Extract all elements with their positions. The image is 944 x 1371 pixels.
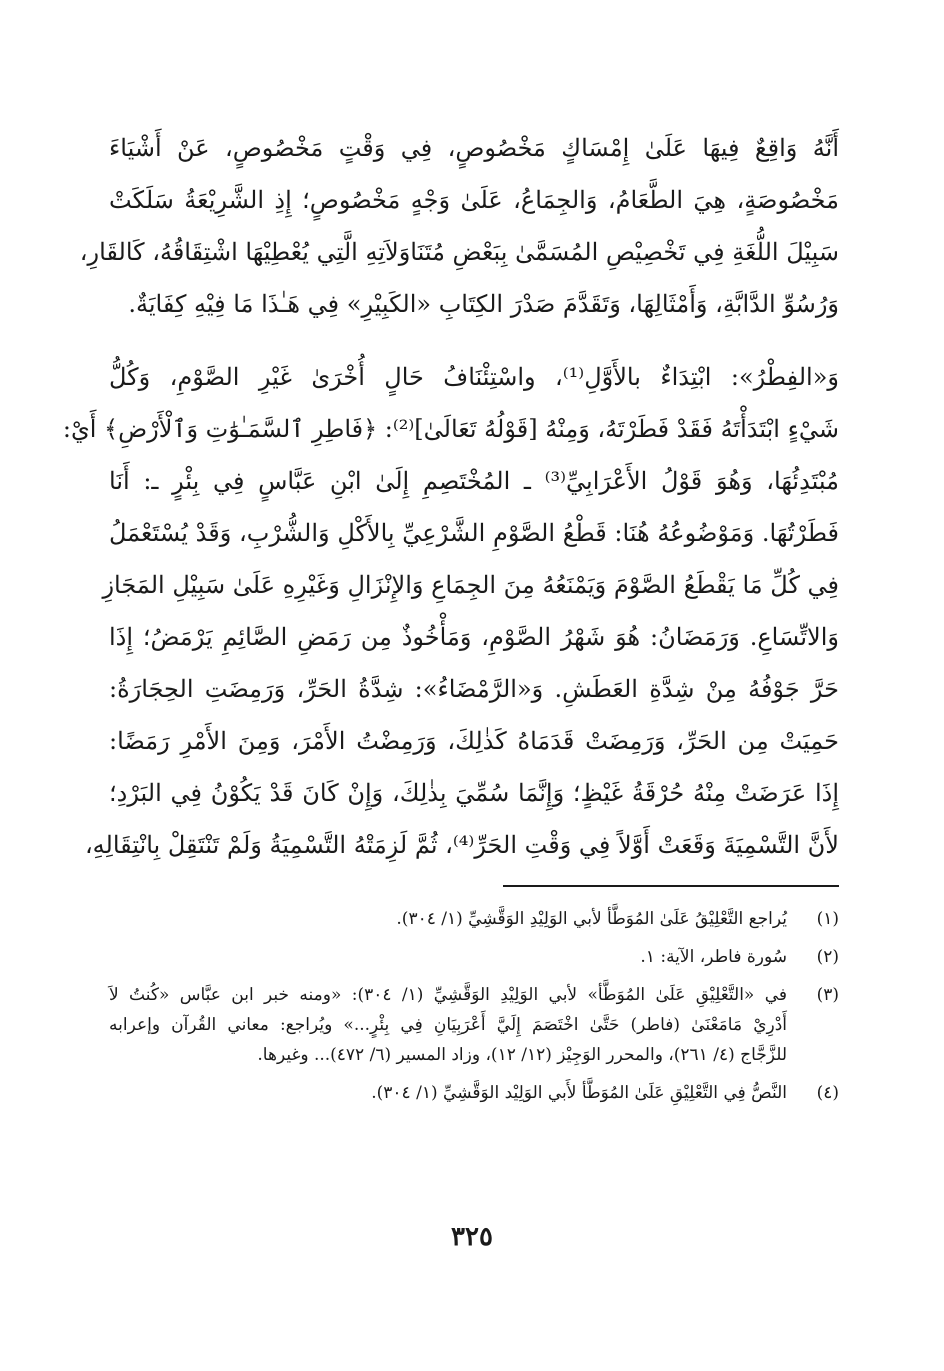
text-line: حَرَّ جَوْفُهُ مِنْ شِدَّةِ العَطَشِ. وَ«الرَّمْضَاءُ»: شِدَّةُ الحَرِّ، وَرَمِضَتِ الحِجَارَةُ:: [109, 675, 839, 703]
footnote-number: (١): [816, 909, 839, 929]
text-line: فِي كُلِّ مَا يَقْطَعُ الصَّوْمَ وَيَمْنَعُهُ مِنَ الجِمَاعِ وَالإِنْزَالِ وَغَيْرِهِ عَلَىٰ سَبِيْلِ المَجَازِ: [102, 571, 839, 599]
text-line: سَبِيْلَ اللُّغَةِ فِي تَخْصِيْصِ المُسَمَّىٰ بِبَعْضِ مُتَنَاوَلاَتِهِ الَّتِي يُعْطِيْهَا اشْتِقَاقُهُ، كَالقَارِ،: [79, 238, 839, 266]
text-line: لأَنَّ التَّسْمِيَةَ وَقَعَتْ أَوَّلاً فِي وَقْتِ الحَرِّ⁽⁴⁾، ثُمَّ لَزِمَتْهُ التَّسْمِيَةُ وَلَمْ تَنْتَقِلْ بِانْتِقَالِهِ،: [84, 831, 839, 859]
footnote-number: (٢): [816, 947, 839, 967]
footnotes-block: [109, 904, 839, 1116]
footnote-separator: [503, 885, 839, 887]
page-number: ٣٢٥: [451, 1222, 493, 1252]
footnote-number: (٣): [816, 985, 839, 1005]
text-line: إِذَا عَرَضَتْ مِنْهُ حُرْقَةُ غَيْظٍ؛ وَإِنَّمَا سُمِّيَ بِذٰلِكَ، وَإِنْ كَانَ قَدْ يَكُوْنُ فِي البَرْدِ؛: [109, 779, 839, 807]
footnote-line: للزَّجَّاج (٤/ ٢٦١)، والمحرر الوَجِيْز (١٢/ ١٢)، وزاد المسير (٦/ ٤٧٢)... وغيرها.: [257, 1045, 787, 1065]
footnote-text: [109, 942, 787, 972]
footnote-line: النَّصُّ فِي التَّعْلِيْقِ عَلَىٰ المُوَطَّأ لأَبي الوَلِيْد الوَقَّشِيِّ (١/ ٣٠٤).: [371, 1083, 787, 1103]
text-line: فَطَرْتُهَا. وَمَوْضُوعُهُ هُنَا: قَطْعُ الصَّوْمِ الشَّرْعِيِّ بِالأَكْلِ وَالشُّرْبِ، وَقَدْ يُسْتَعْمَلُ: [109, 519, 839, 547]
paragraph-1: [79, 122, 839, 330]
footnote-line: في «التَّعْلِيْقِ عَلَىٰ المُوَطَّأ» لأبي الوَلِيْدِ الوَقَّشِيِّ (١/ ٣٠٤): «ومنه خبر ابن عبَّاس «كُنتُ لاَ: [109, 985, 787, 1005]
footnote-number: (٤): [816, 1083, 839, 1103]
footnote-text: [109, 980, 787, 1070]
text-line: أَنَّهُ وَاقِعٌ فِيهَا عَلَىٰ إِمْسَاكٍ مَخْصُوصٍ، فِي وَقْتٍ مَخْصُوصٍ، عَنْ أَشْيَاءَ: [109, 134, 839, 162]
text-line: وَالاتِّسَاعِ. وَرَمَضَانُ: هُوَ شَهْرُ الصَّوْمِ، وَمَأْخُوذٌ مِن رَمَضِ الصَّائِمِ يَرْمَضُ؛ إِذَا: [109, 623, 839, 651]
text-line: مُبْتَدِئُهَا، وَهُوَ قَوْلُ الأَعْرَابِيِّ⁽³⁾ ـ المُخْتَصِمِ إِلَىٰ ابْنِ عَبَّاسٍ فِي بِئْرٍ ـ: أَنَا: [109, 467, 839, 495]
paragraph-gap: [109, 330, 839, 351]
footnote-line: أَدْرِيْ مَامَعْنَىٰ (فاطر) حَتَّىٰ اخْتَصَمَ إِلَيَّ أَعْرَبِيَانِ فِي بِئْرٍ...» ويُراجع: معاني القُرآن وإعرابه: [109, 1015, 787, 1035]
footnote-item: [109, 1078, 839, 1108]
text-line: وَ«الفِطْرُ»: ابْتِدَاءٌ بالأَوَّلِ⁽¹⁾، واسْتِئْنَافُ حَالٍ أُخْرَىٰ غَيْرِ الصَّوْمِ، وَكُلُّ: [109, 363, 839, 391]
footnote-item: [109, 904, 839, 934]
text-line: حَمِيَتْ مِن الحَرِّ، وَرَمِضَتْ قَدَمَاهُ كَذٰلِكَ، وَرَمِضْتُ الأَمْرَ، وَمِنَ الأَمْرِ رَمَضًا:: [109, 727, 839, 755]
footnote-line: يُراجع التَّعْلِيْقُ عَلَىٰ المُوَطَّأ لأبي الوَلِيْدِ الوَقَّشِيِّ (١/ ٣٠٤).: [396, 909, 787, 929]
text-line: وَرُسُوِّ الدَّابَّةِ، وَأَمْثَالِهَا، وَتَقَدَّمَ صَدْرَ الكِتَابِ «الكَبِيْرِ» فِي هَـٰذَا مَا فِيْهِ كِفَايَةٌ.: [128, 290, 839, 318]
footnote-item: [109, 980, 839, 1070]
main-text-block: [62, 122, 839, 871]
text-line: مَخْصُوصَةٍ، هِيَ الطَّعَامُ، وَالجِمَاعُ، عَلَىٰ وَجْهٍ مَخْصُوصٍ؛ إِذِ الشَّرِيْعَةُ سَلَكَتْ: [109, 186, 839, 214]
footnote-text: [109, 904, 787, 934]
footnote-item: [109, 942, 839, 972]
paragraph-2: [62, 351, 839, 871]
footnote-line: سُورة فاطر، الآية: ١.: [640, 947, 787, 967]
footnote-text: [109, 1078, 787, 1108]
text-line: شَيْءٍ ابْتَدَأْتَهُ فَقَدْ فَطَرْتَهُ، وَمِنْهُ [قَوْلُهُ تَعَالَىٰ]⁽²⁾: ﴿فَاطِرِ ٱلسَّمَـٰوَٰتِ وَٱلْأَرْضِ﴾ أَيْ:: [62, 415, 839, 443]
